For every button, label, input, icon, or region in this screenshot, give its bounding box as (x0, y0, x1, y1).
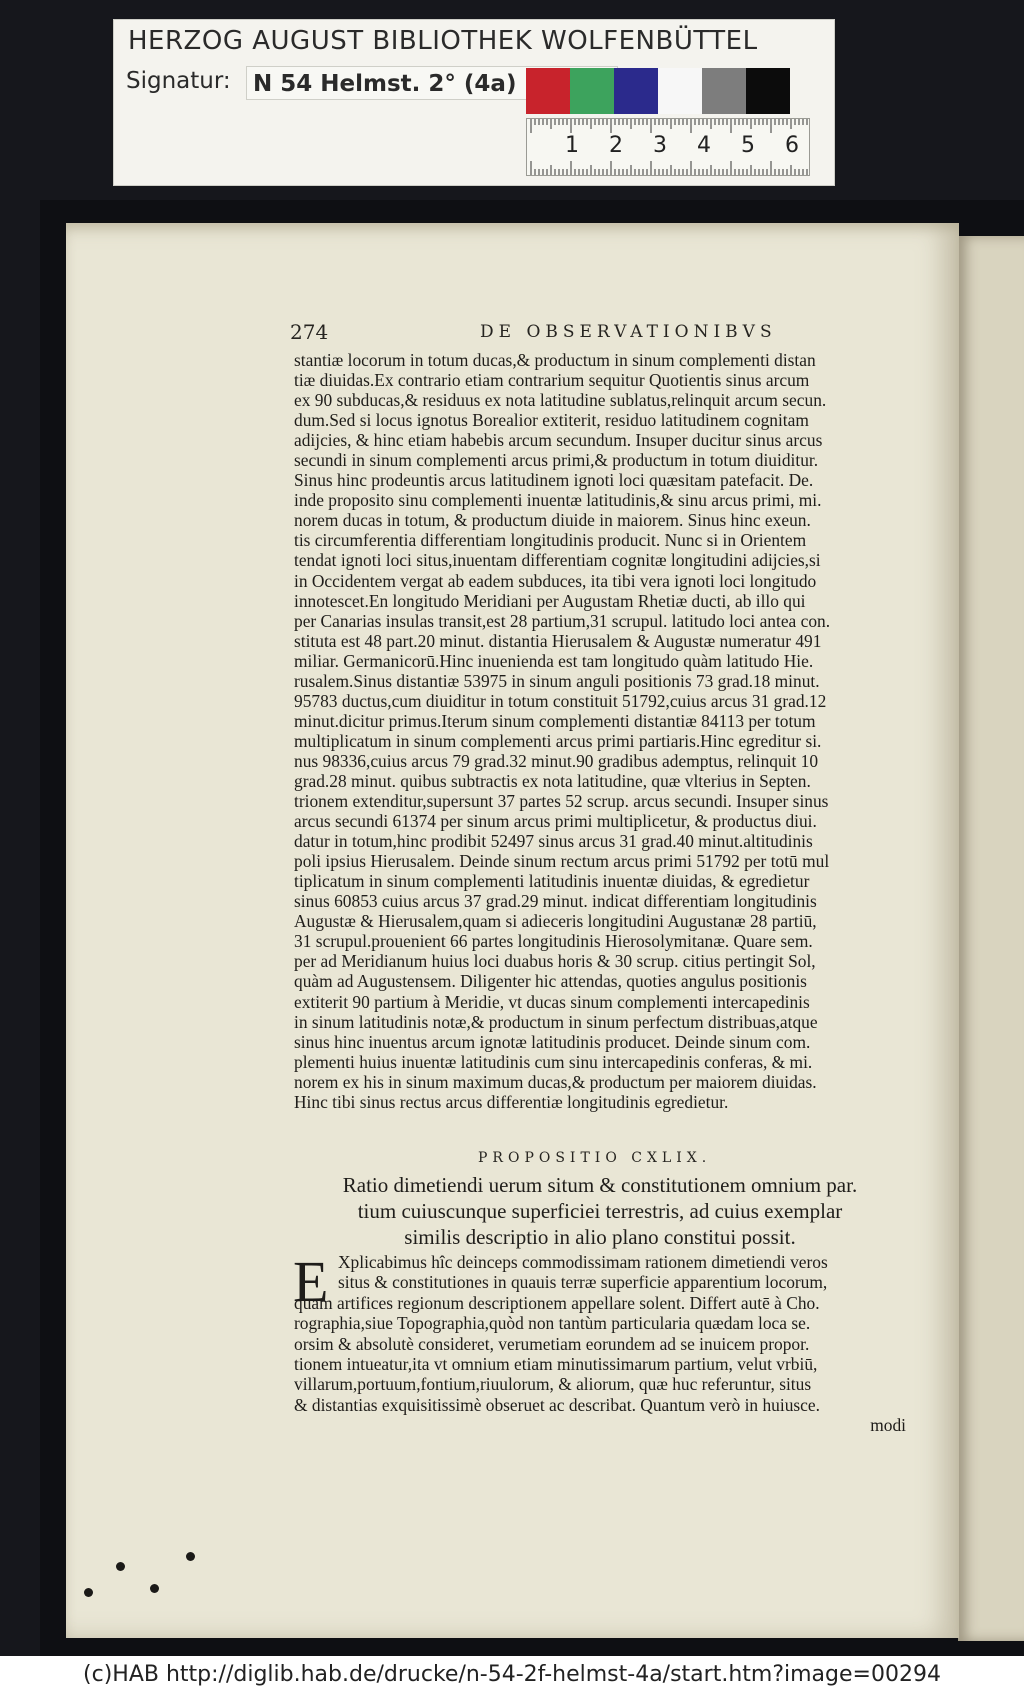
text-line: in Occidentem vergat ab eadem subduces, ita tibi vera ignoti loci longitudo (294, 570, 817, 591)
text-line: innotescet.En longitudo Meridiani per Augustam Rhetiæ ducti, ab illo qui (294, 590, 806, 611)
text-line: adijcies, & hinc etiam habebis arcum secundum. Insuper ducitur sinus arcus (294, 430, 823, 451)
paragraph-line: situs & constitutiones in quauis terræ superficie apparentium locorum, (338, 1272, 828, 1293)
text-line: multiplicatum in sinum complementi arcus primi partiaris.Hinc egreditur si. (294, 730, 822, 751)
ink-spot (84, 1588, 93, 1597)
text-line: poli ipsius Hierusalem. Deinde sinum rectum arcus primi 51792 per totū mul (294, 851, 830, 872)
ink-spot (150, 1584, 159, 1593)
paragraph-line: quam artifices regionum descriptionem appellare solent. Differt autē à Cho. (294, 1292, 820, 1313)
text-line: in sinum latitudinis notæ,& productum in sinum perfectum distribuas,atque (294, 1011, 818, 1032)
paragraph-line: rographia,siue Topographia,quòd non tantùm particularia quædam loca se. (294, 1313, 811, 1334)
text-line: rusalem.Sinus distantiæ 53975 in sinum anguli positionis 73 grad.18 minut. (294, 670, 820, 691)
text-line: inde proposito sinu complementi inuentæ latitudinis,& sinu arcus primi, mi. (294, 490, 822, 511)
color-calibration-bar (526, 68, 790, 114)
text-line: minut.dicitur primus.Iterum sinum complementi distantiæ 84113 per totum (294, 710, 816, 731)
proposition-heading: PROPOSITIO CXLIX. (478, 1150, 712, 1166)
scale-ruler (526, 118, 810, 176)
text-line: tiæ diuidas.Ex contrario etiam contrarium sequitur Quotientis sinus arcum (294, 370, 810, 391)
ruler-number: 2 (609, 133, 623, 158)
text-line: quàm ad Augustensem. Diligenter hic attendas, quoties angulus positionis (294, 971, 807, 992)
text-line: Sinus hinc prodeuntis arcus latitudinem ignoti loci quæsitam patefacit. De. (294, 470, 814, 491)
text-line: stantiæ locorum in totum ducas,& productum in sinum complementi distan (294, 350, 816, 370)
text-line: sinus hinc inuentus arcum ignotæ latitudinis producet. Deinde sinum com. (294, 1031, 811, 1052)
paragraph-line: orsim & absolutè consideret, verumetiam eorundem ad se inuicem propor. (294, 1333, 810, 1354)
proposition-title (300, 1172, 900, 1250)
paragraph-line: tionem intueatur,ita vt omnium etiam minutissimarum partium, velut vrbiū, (294, 1354, 818, 1375)
color-swatch-blue (614, 68, 658, 114)
ruler-number: 6 (785, 133, 799, 158)
library-name: HERZOG AUGUST BIBLIOTHEK WOLFENBÜTTEL (128, 26, 758, 56)
paragraph-line: & distantias exquisitissimè obseruet ac describat. Quantum verò in huiusce. (294, 1394, 820, 1415)
text-line: per ad Meridianum huius loci duabus horis & 30 scrup. citius pertingit Sol, (294, 951, 816, 972)
text-line: tendat ignoti loci situs,inuentam differentiam cognitæ longitudini adijcies,si (294, 550, 821, 571)
ink-spot (116, 1562, 125, 1571)
text-line: arcus secundi 61374 per sinum arcus primi multiplicetur, & productus diui. (294, 811, 817, 832)
ruler-number: 1 (565, 133, 579, 158)
text-line: tiplicatum in sinum complementi latitudinis inuentæ diuidas, & egredietur (294, 871, 810, 892)
ruler-number: 3 (653, 133, 667, 158)
text-line: 95783 ductus,cum diuiditur in totum constituit 51792,cuius arcus 31 grad.12 (294, 690, 827, 711)
text-line: 31 scrupul.prouenient 66 partes longitudinis Hierosolymitanæ. Quare sem. (294, 931, 813, 952)
copyright-footer: (c)HAB http://diglib.hab.de/drucke/n-54-2f-helmst-4a/start.htm?image=00294 (0, 1656, 1024, 1694)
running-head: DE OBSERVATIONIBVS (480, 322, 777, 342)
color-swatch-white (658, 68, 702, 114)
text-line: plementi huius inuentæ latitudinis cum sinu intercapedinis conferas, & mi. (294, 1051, 813, 1072)
text-line: norem ex his in sinum maximum ducas,& productum per maiorem diuidas. (294, 1071, 817, 1092)
page-number: 274 (290, 320, 329, 344)
ruler-number: 5 (741, 133, 755, 158)
text-line: ex 90 subducas,& residuus ex nota latitudine sublatus,relinquit arcum secun. (294, 390, 827, 411)
text-line: Hinc tibi sinus rectus arcus differentiæ longitudinis egredietur. (294, 1091, 729, 1112)
paragraph-line: Xplicabimus hîc deinceps commodissimam rationem dimetiendi veros (338, 1252, 828, 1272)
signatur-value: N 54 Helmst. 2° (4a) (246, 66, 618, 100)
text-line: stituta est 48 part.20 minut. distantia Hierusalem & Augustæ numeratur 491 (294, 630, 822, 651)
text-line: sinus 60853 cuius arcus 37 grad.29 minut. indicat differentiam longitudinis (294, 891, 817, 912)
text-line: tis circumferentia differentiam longitudinis producit. Nunc si in Orientem (294, 530, 807, 551)
text-line: nus 98336,cuius arcus 79 grad.32 minut.90 gradibus ademptus, relinquit 10 (294, 750, 819, 771)
text-line: datur in totum,hinc prodibit 52497 sinus arcus 31 grad.40 minut.altitudinis (294, 831, 813, 852)
color-swatch-green (570, 68, 614, 114)
catchword: modi (870, 1415, 906, 1436)
body-text (294, 350, 906, 1112)
proposition-title-line: tium cuiuscunque superficiei terrestris, ad cuius exemplar (357, 1199, 843, 1223)
facing-page-edge (958, 236, 1024, 1641)
proposition-title-line: Ratio dimetiendi uerum situm & constitutionem omnium par. (342, 1173, 858, 1197)
color-swatch-black (746, 68, 790, 114)
color-swatch-red (526, 68, 570, 114)
ruler-number: 4 (697, 133, 711, 158)
ink-spot (186, 1552, 195, 1561)
text-line: grad.28 minut. quibus subtractis ex nota latitudine, quæ vlterius in Septen. (294, 770, 811, 791)
proposition-title-line: similis descriptio in alio plano constitui possit. (404, 1225, 796, 1249)
text-line: secundi in sinum complementi arcus primi,& productum in totum diuiditur. (294, 450, 819, 471)
drop-cap: E (293, 1249, 329, 1314)
paragraph (293, 1249, 906, 1436)
text-line: per Canarias insulas transit,est 28 partium,31 scrupul. latitudo loci antea con. (294, 610, 831, 631)
text-line: miliar. Germanicorū.Hinc inuenienda est tam longitudo quàm latitudo Hie. (294, 650, 814, 671)
text-line: norem ducas in totum, & productum diuide in maiorem. Sinus hinc exeun. (294, 510, 811, 531)
text-line: extiterit 90 partium à Meridie, vt ducas sinum complementi intercapedinis (294, 991, 810, 1012)
signatur-label: Signatur: (126, 68, 231, 94)
library-label-card (114, 20, 834, 185)
paragraph-line: villarum,portuum,fontium,riuulorum, & aliorum, quæ huc referuntur, situs (294, 1374, 812, 1395)
text-line: trionem extenditur,supersunt 37 partes 52 scrup. arcus secundi. Insuper sinus (294, 791, 829, 812)
text-line: dum.Sed si locus ignotus Borealior extiterit, residuo latitudinem cognitam (294, 410, 809, 431)
color-swatch-gray (702, 68, 746, 114)
text-line: Augustæ & Hierusalem,quam si adieceris longitudini Augustanæ 28 partiū, (294, 911, 817, 932)
